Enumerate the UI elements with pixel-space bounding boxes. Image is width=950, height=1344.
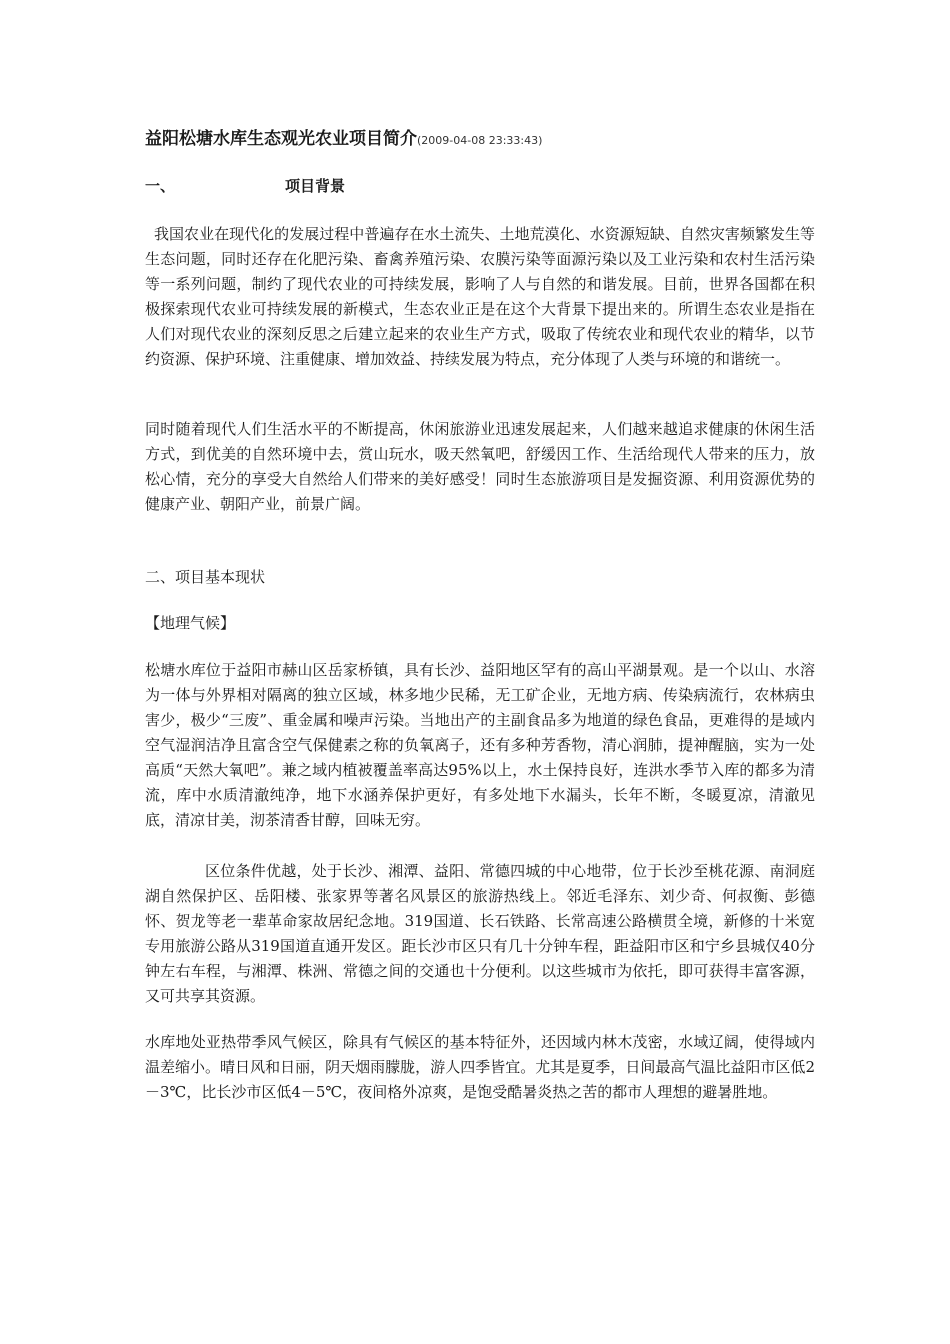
section-2-subheading: 【地理气候】 bbox=[145, 614, 236, 632]
section-2-paragraph-3: 水库地处亚热带季风气候区，除具有气候区的基本特征外，还因域内林木茂密，水域辽阔，使得域内温差缩小。晴日风和日丽，阴天烟雨朦胧，游人四季皆宜。尤其是夏季，日间最高气温比益阳市区低2－3℃，比长沙市区低4－5℃，夜间格外凉爽，是饱受酷暑炎热之苦的都市人理想的避暑胜地。 bbox=[145, 1033, 815, 1101]
section-1-number: 一、 bbox=[145, 177, 176, 195]
section-1-title: 项目背景 bbox=[285, 177, 346, 195]
section-2-paragraph-1: 松塘水库位于益阳市赫山区岳家桥镇，具有长沙、益阳地区罕有的高山平湖景观。是一个以山、水溶为一体与外界相对隔离的独立区域，林多地少民稀，无工矿企业，无地方病、传染病流行，农林病虫害少，极少“三废”、重金属和噪声污染。当地出产的主副食品多为地道的绿色食品，更难得的是域内空气湿润洁净且富含空气保健素之称的负氧离子，还有多种芳香物，清心润肺，提神醒脑，实为一处高质“天然大氧吧”。兼之域内植被覆盖率高达95%以上，水土保持良好，连洪水季节入库的都多为清流，库中水质清澈纯净，地下水涵养保护更好，有多处地下水漏头，长年不断，冬暖夏凉，清澈见底，清凉甘美，沏茶清香甘醇，回味无穷。 bbox=[145, 661, 815, 829]
section-1-paragraph-2: 同时随着现代人们生活水平的不断提高，休闲旅游业迅速发展起来，人们越来越追求健康的休闲生活方式，到优美的自然环境中去，赏山玩水，吸天然氧吧，舒缓因工作、生活给现代人带来的压力，放松心情，充分的享受大自然给人们带来的美好感受！同时生态旅游项目是发掘资源、利用资源优势的健康产业、朝阳产业，前景广阔。 bbox=[145, 420, 815, 513]
document-title bbox=[145, 126, 845, 154]
title-text: 益阳松塘水库生态观光农业项目简介 bbox=[145, 129, 417, 149]
publish-timestamp: (2009-04-08 23:33:43) bbox=[417, 134, 543, 147]
section-2-paragraph-2: 区位条件优越，处于长沙、湘潭、益阳、常德四城的中心地带，位于长沙至桃花源、南洞庭湖自然保护区、岳阳楼、张家界等著名风景区的旅游热线上。邻近毛泽东、刘少奇、何叔衡、彭德怀、贺龙等老一辈革命家故居纪念地。319国道、长石铁路、长常高速公路横贯全境，新修的十米宽专用旅游公路从319国道直通开发区。距长沙市区只有几十分钟车程，距益阳市区和宁乡县城仅40分钟左右车程，与湘潭、株洲、常德之间的交通也十分便利。以这些城市为依托，即可获得丰富客源，又可共享其资源。 bbox=[145, 862, 815, 1005]
section-1-heading bbox=[145, 174, 815, 199]
section-1-paragraph-1: 我国农业在现代化的发展过程中普遍存在水土流失、土地荒漠化、水资源短缺、自然灾害频繁发生等生态问题，同时还存在化肥污染、畜禽养殖污染、农膜污染等面源污染以及工业污染和农村生活污染等一系列问题，制约了现代农业的可持续发展，影响了人与自然的和谐发展。目前，世界各国都在积极探索现代农业可持续发展的新模式，生态农业正是在这个大背景下提出来的。所谓生态农业是指在人们对现代农业的深刻反思之后建立起来的农业生产方式，吸取了传统农业和现代农业的精华，以节约资源、保护环境、注重健康、增加效益、持续发展为特点，充分体现了人类与环境的和谐统一。 bbox=[145, 225, 815, 368]
section-2-heading: 二、项目基本现状 bbox=[145, 568, 266, 586]
